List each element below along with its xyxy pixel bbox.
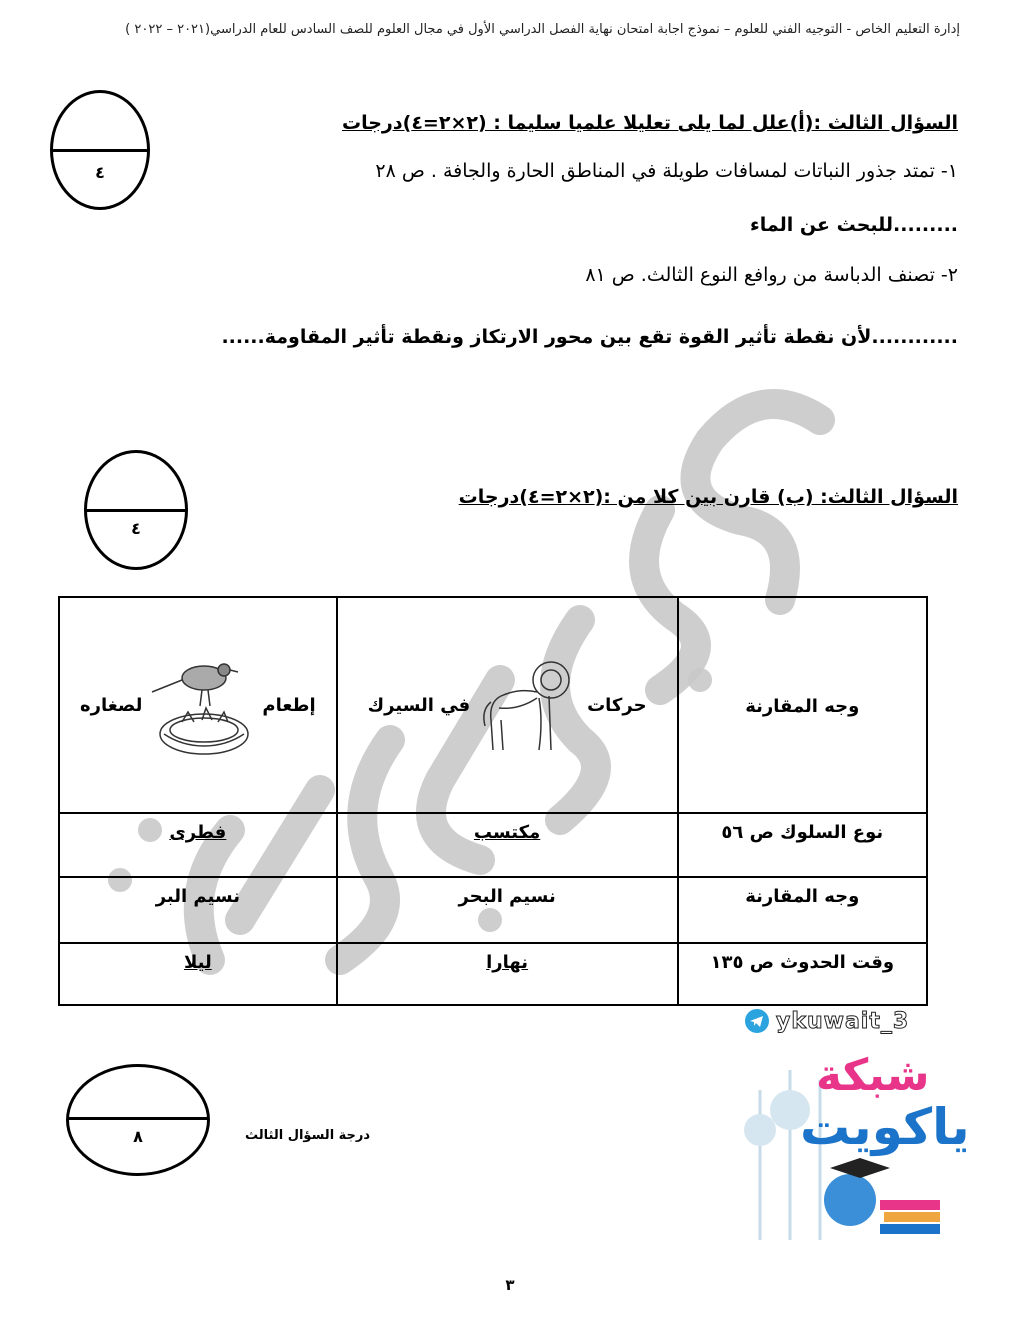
section-a-question-1: ١- تمتد جذور النباتات لمسافات طويلة في المناطق الحارة والجافة . ص ٢٨ [375, 160, 958, 182]
score-divider [53, 149, 147, 152]
total-label: درجة السؤال الثالث [245, 1128, 371, 1143]
row1-col2 [59, 813, 337, 877]
row3-label: وقت الحدوث ص ١٣٥ [678, 943, 927, 1005]
row3-col2 [59, 943, 337, 1005]
header-label: وجه المقارنة [745, 695, 860, 717]
score-circle-a [50, 90, 150, 210]
score-value-total: ٨ [133, 1127, 143, 1146]
row3-col2-text: ليلا [183, 952, 212, 973]
row2-col2: نسيم البر [59, 877, 337, 943]
header-lion-cell [337, 597, 678, 813]
section-a-answer-2: ............لأن نقطة تأثير القوة تقع بين محور الارتكاز ونقطة تأثير المقاومة...... [221, 326, 958, 348]
row2-label: وجه المقارنة [678, 877, 927, 943]
section-a-answer-1: .........للبحث عن الماء [750, 214, 958, 236]
header-lion-text-a: حركات [587, 694, 647, 716]
section-a-question-2: ٢- تصنف الدباسة من روافع النوع الثالث. ص ٨١ [585, 264, 958, 286]
score-divider [69, 1117, 207, 1120]
header-bird-text-b: لصغاره [80, 694, 143, 716]
row1-col1-text: مكتسب [473, 822, 541, 843]
telegram-icon [744, 1008, 770, 1034]
comparison-table [58, 596, 928, 1006]
telegram-handle-text: ykuwait_3 [776, 1008, 910, 1034]
score-circle-total [66, 1064, 210, 1176]
score-value-b: ٤ [131, 519, 141, 538]
row1-col1 [337, 813, 678, 877]
page-header: إدارة التعليم الخاص - التوجيه الفني للعلوم – نموذج اجابة امتحان نهاية الفصل الدراسي الأول في مجال العلوم للصف السادس للعام الدراسي(٢٠٢١ – ٢٠٢٢ ) [125, 22, 960, 37]
header-label-cell [678, 597, 927, 813]
row1-label: نوع السلوك ص ٥٦ [678, 813, 927, 877]
header-lion-text-b: في السيرك [367, 694, 471, 716]
bird-nest-icon [142, 650, 262, 760]
table-row [59, 943, 927, 1005]
table-row [59, 813, 927, 877]
score-circle-b [84, 450, 188, 570]
logo-text-line1: شبكة [816, 1050, 930, 1101]
lion-icon [479, 650, 579, 760]
section-a-title: السؤال الثالث :(أ)علل لما يلى تعليلا علميا سليما : (٢×٢=٤)درجات [342, 112, 958, 134]
row3-col1 [337, 943, 678, 1005]
table-row [59, 877, 927, 943]
page-number: ٣ [505, 1276, 515, 1294]
row3-col1-text: نهارا [486, 952, 529, 973]
score-divider [87, 509, 185, 512]
score-value-a: ٤ [95, 163, 105, 182]
row2-col1: نسيم البحر [337, 877, 678, 943]
telegram-handle [744, 1008, 909, 1034]
table-header-row [59, 597, 927, 813]
header-bird-text-a: إطعام [262, 694, 316, 716]
logo-text-line2: ياكويت [800, 1098, 970, 1156]
section-b-title: السؤال الثالث: (ب) قارن بين كلا من :(٢×٢=٤)درجات [458, 486, 958, 508]
site-logo [720, 1050, 970, 1250]
header-bird-cell [59, 597, 337, 813]
row1-col2-text: فطرى [169, 822, 227, 843]
